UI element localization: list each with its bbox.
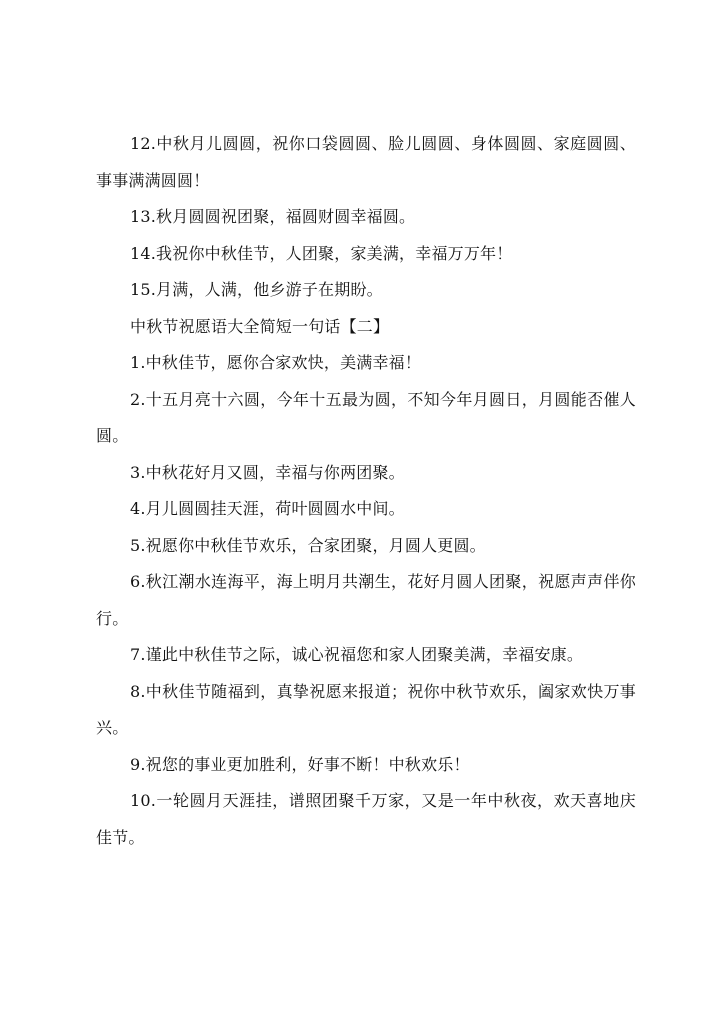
paragraph-item-4: 4.月儿圆圆挂天涯，荷叶圆圆水中间。 <box>130 499 405 518</box>
paragraph-item-10: 10.一轮圆月天涯挂，谱照团聚千万家，又是一年中秋夜，欢天喜地庆佳节。 <box>96 791 636 847</box>
paragraph-item-8: 8.中秋佳节随福到，真挚祝愿来报道；祝你中秋节欢乐，阖家欢快万事兴。 <box>96 681 636 737</box>
paragraph-item-15: 15.月满，人满，他乡游子在期盼。 <box>130 280 383 299</box>
paragraph-item-14: 14.我祝你中秋佳节，人团聚，家美满，幸福万万年！ <box>130 243 513 263</box>
paragraph-item-5: 5.祝愿你中秋佳节欢乐，合家团聚，月圆人更圆。 <box>130 535 486 555</box>
paragraph-item-7: 7.谨此中秋佳节之际，诚心祝福您和家人团聚美满，幸福安康。 <box>130 645 584 664</box>
document-body <box>96 126 636 856</box>
paragraph-item-2: 2.十五月亮十六圆，今年十五最为圆，不知今年月圆日，月圆能否催人圆。 <box>96 389 636 445</box>
paragraph-item-12: 12.中秋月儿圆圆，祝你口袋圆圆、脸儿圆圆、身体圆圆、家庭圆圆、事事满满圆圆！ <box>96 134 636 190</box>
paragraph-item-3: 3.中秋花好月又圆，幸福与你两团聚。 <box>130 462 405 482</box>
paragraph-item-6: 6.秋江潮水连海平，海上明月共潮生，花好月圆人团聚，祝愿声声伴你行。 <box>96 572 636 628</box>
paragraph-item-9: 9.祝您的事业更加胜利，好事不断！中秋欢乐！ <box>130 754 470 774</box>
paragraph-item-13: 13.秋月圆圆祝团聚，福圆财圆幸福圆。 <box>130 207 416 226</box>
section-heading: 中秋节祝愿语大全简短一句话【二】 <box>130 316 390 336</box>
paragraph-item-1: 1.中秋佳节，愿你合家欢快，美满幸福！ <box>130 353 422 372</box>
